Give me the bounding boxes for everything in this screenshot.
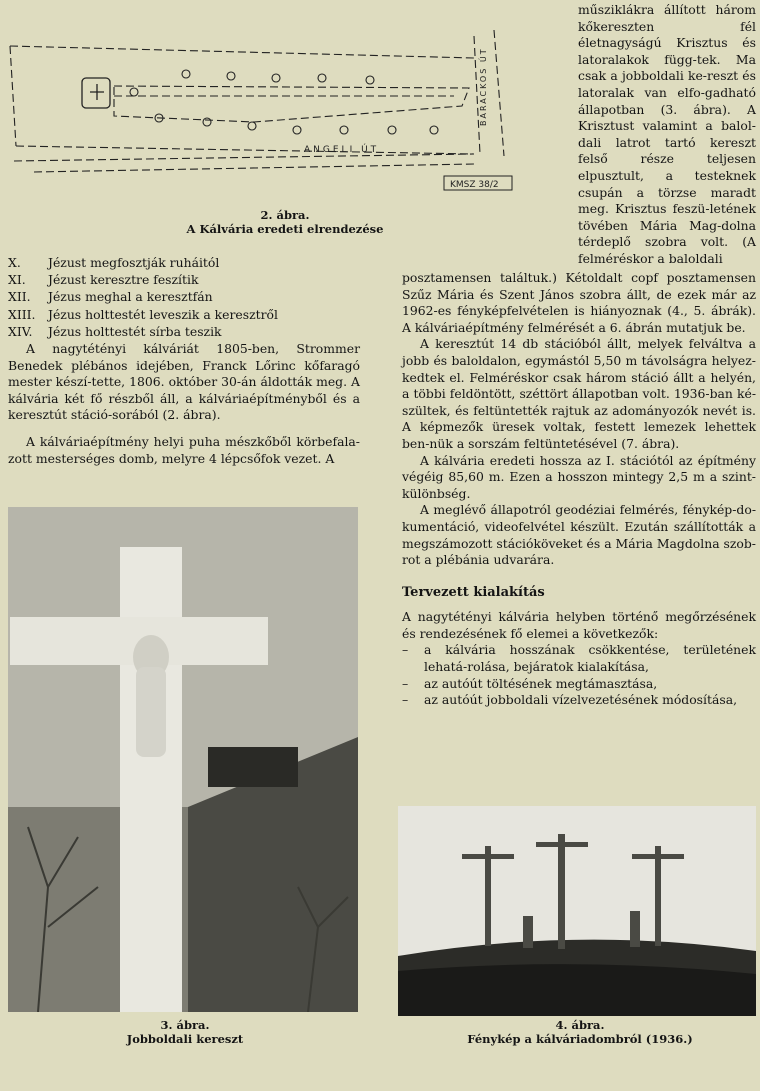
bullet-item: – a kálvária hosszának csökkentése, területének lehatá-rolása, bejáratok kialakítása, bbox=[402, 642, 756, 675]
calvary-hill-illustration bbox=[398, 806, 756, 1016]
figure-4-number: 4. ábra. bbox=[555, 1018, 605, 1032]
figure-4-caption bbox=[440, 1018, 720, 1046]
figure-2-number: 2. ábra. bbox=[260, 208, 310, 222]
figure-3-number: 3. ábra. bbox=[160, 1018, 210, 1032]
section-heading: Tervezett kialakítás bbox=[402, 584, 545, 600]
figure-3-caption bbox=[80, 1018, 290, 1046]
vertical-street-label: BARACKOS ÚT bbox=[479, 47, 488, 126]
bullet-item: – az autóút töltésének megtámasztása, bbox=[402, 675, 658, 691]
left-column-text bbox=[8, 341, 360, 467]
figure-2-caption bbox=[160, 208, 410, 236]
list-item: X. Jézust megfosztják ruháitól bbox=[8, 255, 220, 270]
figure-2-title: A Kálvária eredeti elrendezése bbox=[186, 222, 384, 236]
cross-photo-illustration bbox=[8, 507, 358, 1012]
paragraph: posztamensen találtuk.) Kétoldalt copf posztamensen Szűz Mária és Szent János szobra állt, de ezek már az 1962-es fényképfelvételen is hiányoznak (4., 5. ábrák). A kálváriaépítmény felmérését a 6. ábrán mutatjuk be. bbox=[402, 270, 756, 335]
street-label: ANGELI ÚT bbox=[304, 145, 380, 155]
right-column-text bbox=[402, 270, 756, 709]
paragraph: A meglévő állapotról geodéziai felmérés, fénykép-do-kumentáció, videofelvétel készült. Ezután szállították a megszámozott stációköveket és a Mária Magdolna szob-rot a plébánia udvarára. bbox=[402, 502, 756, 568]
section-intro: A nagytétényi kálvária helyben történő megőrzésének és rendezésének fő elemei a következők: bbox=[402, 609, 756, 641]
figure-3-title: Jobboldali kereszt bbox=[126, 1032, 244, 1046]
figure-4-photo bbox=[398, 806, 756, 1016]
top-right-paragraph: műsziklákra állított három kőkereszten fél életnagyságú Krisztus és latoralakok függ-tek. Ma csak a jobboldali ke-reszt és latoralak van elfo-gadható állapotban (3. ábra). A Krisztust valamint a balol-dali latrot tartó kereszt felső része teljesen elpusztult, a testeknek csupán a törzse maradt meg. Krisztus feszü-letének tövében Mária Mag-dolna térdeplő szobra volt. (A felméréskor a baloldali bbox=[578, 2, 756, 266]
station-list bbox=[8, 254, 368, 340]
box-label: KMSZ 38/2 bbox=[450, 180, 499, 190]
paragraph: A kálváriaépítmény helyi puha mészkőből körbefala-zott mesterséges domb, melyre 4 lépcsőfok vezet. A bbox=[8, 433, 360, 466]
figure-4-title: Fénykép a kálváriadombról (1936.) bbox=[467, 1032, 693, 1046]
bullet-item: – az autóút jobboldali vízelvezetésének módosítása, bbox=[402, 692, 738, 708]
figure-3-photo bbox=[8, 507, 358, 1012]
list-item: XI. Jézust keresztre feszítik bbox=[8, 272, 199, 288]
list-item: XIII. Jézus holttestét leveszik a keresztről bbox=[8, 306, 278, 322]
station-markers bbox=[130, 70, 438, 134]
list-item: XIV. Jézus holttestét sírba teszik bbox=[8, 323, 222, 339]
paragraph: A keresztút 14 db stációból állt, melyek felváltva a jobb és baloldalon, egymástól 5,50 m távolságra helyez-kedtek el. Felméréskor csak három stáció állt a helyén, a többi feldöntött, széttört állapotban volt. 1936-ban ké-szültek, és feltüntették rajtuk az adományozók nevét is. A képmezők üresek voltak, festett lemezek lehettek ben-nük a sorszám feltüntetésével (7. ábra). bbox=[402, 336, 756, 451]
paragraph: A nagytétényi kálváriát 1805-ben, Strommer Benedek plébános idejében, Franck Lőrinc kőfaragó mester készí-tette, 1806. október 30-án áldották meg. A kálvária két fő részből áll, a kálváriaépítményből és a keresztút stáció-sorából (2. ábra). bbox=[8, 341, 360, 423]
list-item: XII. Jézus meghal a keresztfán bbox=[8, 289, 213, 305]
paragraph: A kálvária eredeti hossza az I. stációtól az építmény végéig 85,60 m. Ezen a hosszon mintegy 2,5 m a szint-különbség. bbox=[402, 452, 756, 501]
site-plan-drawing bbox=[4, 26, 564, 192]
